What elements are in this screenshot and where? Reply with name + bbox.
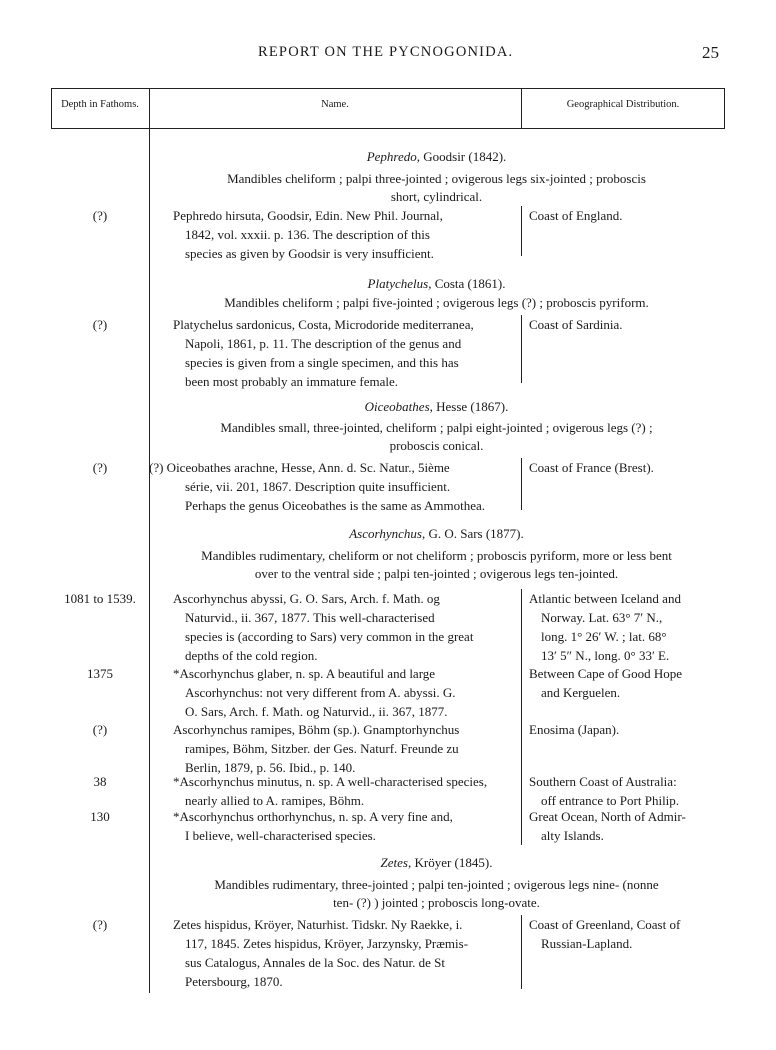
species-entry: *Ascorhynchus minutus, n. sp. A well-characterised species, nearly allied to A. ramipes, Böhm. xyxy=(173,774,488,808)
geographic-distribution: Coast of France (Brest). xyxy=(529,460,654,475)
geographic-distribution: Coast of England. xyxy=(529,208,623,223)
depth-value: 1375 xyxy=(87,666,113,681)
species-entry: Platychelus sardonicus, Costa, Microdoride mediterranea, Napoli, 1861, p. 11. The description of the genus and species is given from a single specimen, and this has been most probably an immature female. xyxy=(173,317,474,389)
geographic-distribution: Great Ocean, North of Admir- alty Islands. xyxy=(529,809,686,843)
species-entry: Ascorhynchus ramipes, Böhm (sp.). Gnamptorhynchus ramipes, Böhm, Sitzber. der Ges. Naturf. Freunde zu Berlin, 1879, p. 56. Ibid., p. 140. xyxy=(173,722,460,775)
depth-value: 1081 to 1539. xyxy=(64,591,136,606)
genus-heading: Pephredo, Goodsir (1842). xyxy=(366,149,507,164)
row-rule xyxy=(521,315,522,383)
distribution-table xyxy=(51,88,726,993)
depth-value: (?) xyxy=(92,317,108,332)
genus-heading: Oiceobathes, Hesse (1867). xyxy=(364,399,509,414)
species-entry: *Ascorhynchus glaber, n. sp. A beautiful and large Ascorhynchus: not very different from A. abyssi. G. O. Sars, Arch. f. Math. og Naturvid., ii. 367, 1877. xyxy=(173,666,456,719)
genus-description: Mandibles cheliform ; palpi three-jointed ; ovigerous legs six-jointed ; proboscis short, cylindrical. xyxy=(227,171,646,204)
genus-heading: Ascorhynchus, G. O. Sars (1877). xyxy=(349,526,524,541)
genus-description: Mandibles rudimentary, cheliform or not cheliform ; proboscis pyriform, more or less bent over to the ventral side ; palpi ten-jointed ; ovigerous legs ten-jointed. xyxy=(201,548,672,581)
column-header-name: Name. xyxy=(321,99,349,110)
depth-value: (?) xyxy=(92,722,108,737)
depth-value: 38 xyxy=(93,774,107,789)
depth-value: (?) xyxy=(92,208,108,223)
genus-description: Mandibles small, three-jointed, cheliform ; palpi eight-jointed ; ovigerous legs (?) ; proboscis conical. xyxy=(220,420,653,453)
header-bottom-rule xyxy=(51,128,725,129)
geographic-distribution: Between Cape of Good Hope and Kerguelen. xyxy=(529,666,683,700)
depth-value: (?) xyxy=(92,917,108,932)
genus-description: Mandibles rudimentary, three-jointed ; palpi ten-jointed ; ovigerous legs nine- (nonne ten- (?) ) jointed ; proboscis long-ovate. xyxy=(214,877,659,910)
row-rule xyxy=(521,458,522,510)
species-entry: Ascorhynchus abyssi, G. O. Sars, Arch. f. Math. og Naturvid., ii. 367, 1877. This well-characterised species is (according to Sars) very common in the great depths of the cold region. xyxy=(173,591,474,663)
header-top-rule xyxy=(51,88,725,89)
geographic-distribution: Southern Coast of Australia: off entrance to Port Philip. xyxy=(529,774,680,808)
species-entry: *Ascorhynchus orthorhynchus, n. sp. A very fine and, I believe, well-characterised species. xyxy=(173,809,453,843)
geographic-distribution: Coast of Sardinia. xyxy=(529,317,623,332)
geographic-distribution: Atlantic between Iceland and Norway. Lat. 63° 7′ N., long. 1° 26′ W. ; lat. 68° 13′ 5″ N., long. 0° 33′ E. xyxy=(529,591,681,663)
page-header xyxy=(0,44,776,68)
depth-value: (?) xyxy=(92,460,108,475)
column-header-depth: Depth in Fathoms. xyxy=(61,99,139,110)
row-rule xyxy=(521,206,522,256)
page-number: 25 xyxy=(702,43,719,62)
geographic-distribution: Coast of Greenland, Coast of Russian-Lapland. xyxy=(529,917,681,951)
depth-value: 130 xyxy=(90,809,110,824)
column-header-geo: Geographical Distribution. xyxy=(566,99,680,110)
species-entry: (?) Oiceobathes arachne, Hesse, Ann. d. Sc. Natur., 5ième série, vii. 201, 1867. Description quite insufficient. Perhaps the genus Oiceobathes is the same as Ammothea. xyxy=(149,460,486,513)
species-entry: Zetes hispidus, Kröyer, Naturhist. Tidskr. Ny Raekke, i. 117, 1845. Zetes hispidus, Kröyer, Jarzynsky, Præmis- sus Catalogus, Annales de la Soc. des Natur. de St Petersbourg, 1870. xyxy=(173,917,469,989)
genus-description: Mandibles cheliform ; palpi five-jointed ; ovigerous legs (?) ; proboscis pyriform. xyxy=(224,295,649,310)
running-title: REPORT ON THE PYCNOGONIDA. xyxy=(258,44,514,60)
genus-heading: Platychelus, Costa (1861). xyxy=(367,276,506,291)
row-rule xyxy=(521,589,522,845)
row-rule xyxy=(521,915,522,989)
geographic-distribution: Enosima (Japan). xyxy=(529,722,620,737)
genus-heading: Zetes, Kröyer (1845). xyxy=(380,855,493,870)
species-entry: Pephredo hirsuta, Goodsir, Edin. New Phil. Journal, 1842, vol. xxxii. p. 136. The description of this species as given by Goodsir is very insufficient. xyxy=(173,208,443,261)
